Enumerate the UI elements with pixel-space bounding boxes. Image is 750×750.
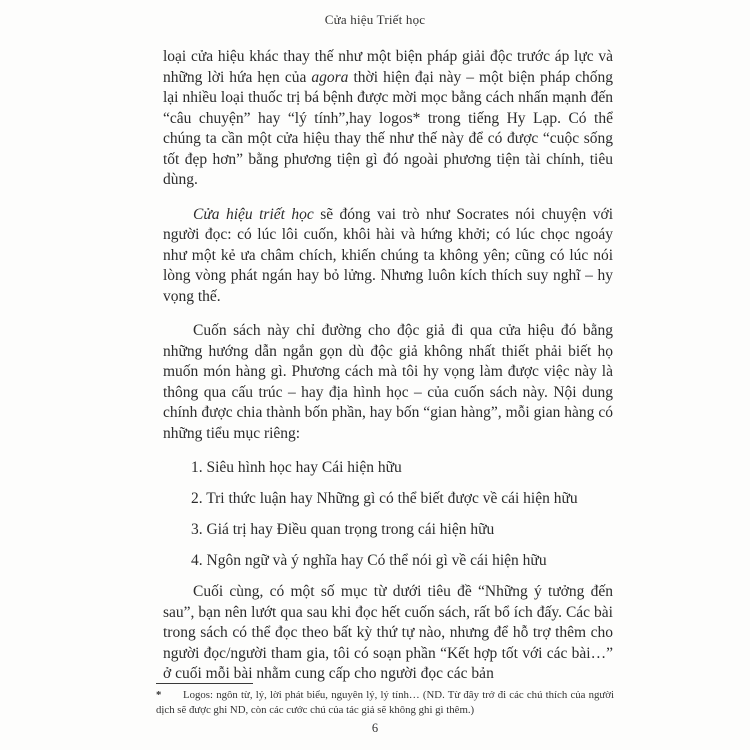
body-paragraph (163, 47, 613, 191)
italic-text-segment: agora (311, 68, 349, 86)
footnote-text: Logos: ngôn từ, lý, lời phát biểu, nguyên lý, lý tính… (ND. Từ đây trở đi các chú thích của người dịch sẽ được ghi ND, còn các cước chú của tác giả sẽ không ghi gì thêm.) (156, 689, 614, 716)
body-paragraph (163, 582, 613, 685)
list-item: 2. Tri thức luận hay Những gì có thể biết được về cái hiện hữu (191, 490, 578, 507)
footnote-rule (156, 683, 253, 684)
numbered-list (191, 458, 613, 572)
list-item: 4. Ngôn ngữ và ý nghĩa hay Có thể nói gì về cái hiện hữu (191, 552, 547, 569)
page-number: 6 (371, 721, 379, 735)
text-segment: thời hiện đại này – một biện pháp chống lại nhiều loại thuốc trị bá bệnh được mời mọc bằng cách nhấn mạnh đến “câu chuyện” hay “lý tính”,hay logos* trong tiếng Hy Lạp. Có thể chúng ta cần một cửa hiệu thay thế như thế này để có được “cuộc sống tốt đẹp hơn” bằng phương tiện gì đó ngoài phương tiện tài chính, tiêu dùng. (163, 68, 613, 188)
body-text (163, 47, 613, 699)
list-item: 3. Giá trị hay Điều quan trọng trong cái hiện hữu (191, 521, 495, 538)
text-segment: Cuối cùng, có một số mục từ dưới tiêu đề “Những ý tưởng đến sau”, bạn nên lướt qua sau khi đọc hết cuốn sách, rất bổ ích đấy. Các bài trong sách có thể đọc theo bất kỳ thứ tự nào, nhưng để hỗ trợ thêm cho người đọc/người tham gia, tôi có soạn phần “Kết hợp tốt với các bài…” ở cuối mỗi bài nhằm cung cấp cho người đọc các bản (163, 583, 613, 682)
footnote-marker: * (156, 689, 162, 701)
text-segment: sẽ đóng vai trò như Socrates nói chuyện với người đọc: có lúc lôi cuốn, khôi hài và hứng khởi; có lúc chọc ngoáy như một kẻ ưa châm chích, khiến chúng ta không yên; cũng có lúc nói lòng vòng phát ngán hay bỏ lửng. Nhưng luôn kích thích suy nghĩ – hy vọng thế. (163, 205, 613, 305)
list-item: 1. Siêu hình học hay Cái hiện hữu (191, 459, 402, 476)
text-segment: loại cửa hiệu khác thay thế như một biện pháp giải độc trước áp lực và những lời hứa hẹn của (163, 48, 613, 86)
body-paragraph (163, 205, 613, 308)
body-paragraph (163, 321, 613, 444)
footnote (156, 683, 614, 717)
text-segment: Cuốn sách này chỉ đường cho độc giả đi qua cửa hiệu đó bằng những hướng dẫn ngắn gọn dù độc giả không nhất thiết phải biết họ muốn món hàng gì. Phương cách mà tôi hy vọng làm được việc này là thông qua cấu trúc – hay địa hình học – của cuốn sách này. Nội dung chính được chia thành bốn phần, hay bốn “gian hàng”, mỗi gian hàng có những tiểu mục riêng: (163, 322, 613, 442)
italic-text-segment: Cửa hiệu triết học (193, 205, 314, 223)
running-header-title: Cửa hiệu Triết học (324, 12, 426, 27)
